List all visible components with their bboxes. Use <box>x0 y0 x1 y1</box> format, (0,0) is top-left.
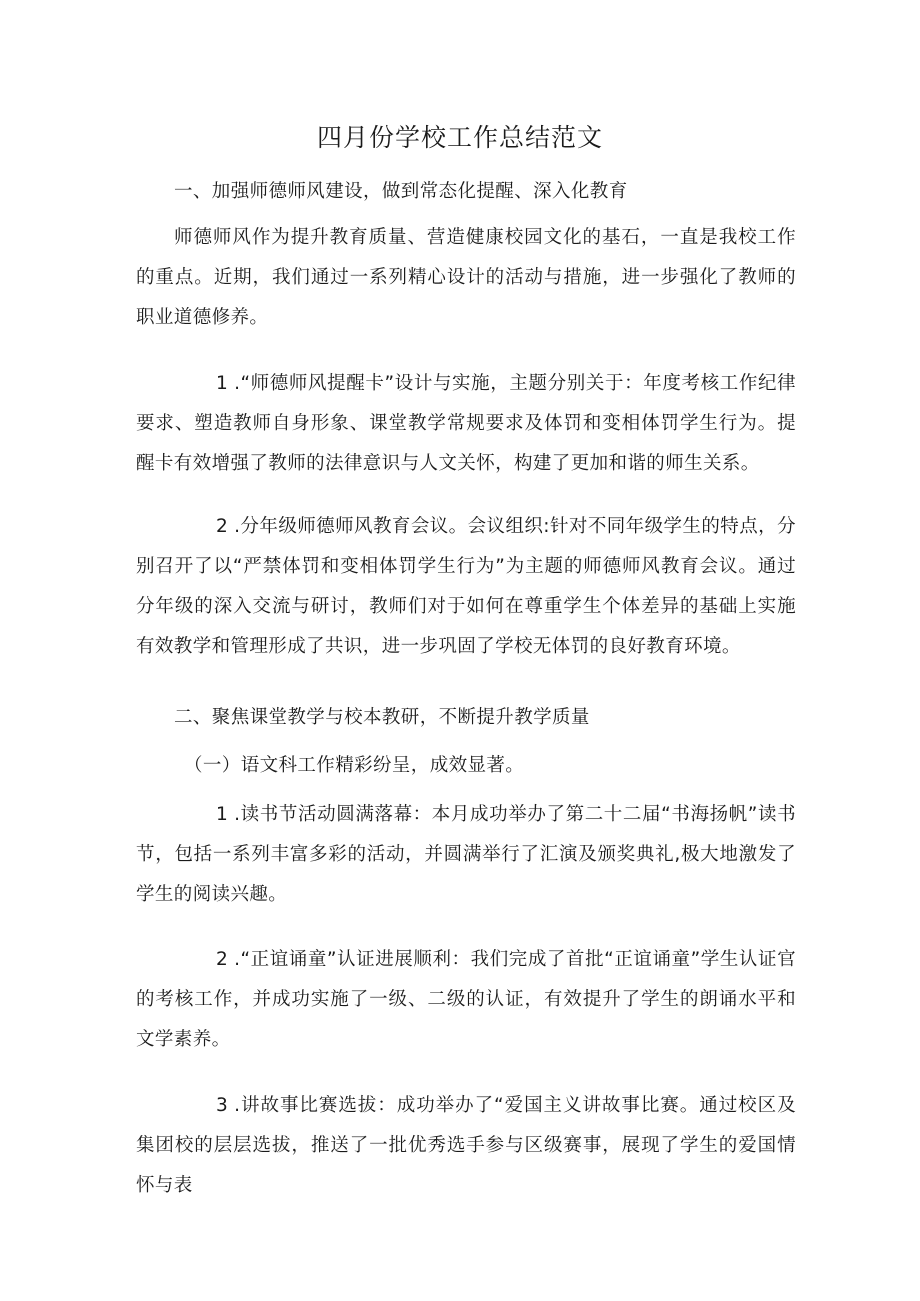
list-item-2-1 <box>136 795 796 915</box>
list-item-2-3 <box>136 1086 796 1206</box>
list-number: 2 <box>216 949 229 970</box>
list-number: 2 <box>216 516 229 537</box>
list-number: 1 <box>216 804 229 825</box>
subsection-heading-1: （一）语文科工作精彩纷呈，成效显著。 <box>184 755 525 776</box>
document-title: 四月份学校工作总结范文 <box>316 123 603 152</box>
section-heading-1: 一、加强师德师风建设，做到常态化提醒、深入化教育 <box>174 181 628 202</box>
list-number: 3 <box>216 1095 229 1116</box>
list-number: 1 <box>216 373 229 394</box>
list-item-1-1 <box>136 364 796 484</box>
list-item-text: .“正谊诵童”认证进展顺利：我们完成了首批“正谊诵童”学生认证官的考核工作，并成功实施了一级、二级的认证，有效提升了学生的朗诵水平和文学素养。 <box>136 949 796 1050</box>
list-item-1-2 <box>136 507 796 667</box>
list-item-text: .“师德师风提醒卡”设计与实施，主题分别关于：年度考核工作纪律要求、塑造教师自身形象、课堂教学常规要求及体罚和变相体罚学生行为。提醒卡有效增强了教师的法律意识与人文关怀，构建了更加和谐的师生关系。 <box>136 373 796 474</box>
list-item-text: .读书节活动圆满落幕：本月成功举办了第二十二届“书海扬帆”读书节，包括一系列丰富多彩的活动，并圆满举行了汇演及颁奖典礼,极大地激发了学生的阅读兴趣。 <box>136 804 796 905</box>
list-item-2-2 <box>136 940 796 1060</box>
list-item-text: .讲故事比赛选拔：成功举办了“爱国主义讲故事比赛。通过校区及集团校的层层选拔，推送了一批优秀选手参与区级赛事，展现了学生的爱国情怀与表 <box>136 1095 796 1196</box>
list-item-text: .分年级师德师风教育会议。会议组织:针对不同年级学生的特点，分别召开了以“严禁体罚和变相体罚学生行为”为主题的师德师风教育会议。通过分年级的深入交流与研讨，教师们对于如何在尊重学生个体差异的基础上实施有效教学和管理形成了共识，进一步巩固了学校无体罚的良好教育环境。 <box>136 516 796 657</box>
section-heading-2: 二、聚焦课堂教学与校本教研，不断提升教学质量 <box>174 707 590 728</box>
paragraph-intro: 师德师风作为提升教育质量、营造健康校园文化的基石，一直是我校工作的重点。近期，我们通过一系列精心设计的活动与措施，进一步强化了教师的职业道德修养。 <box>136 227 796 328</box>
